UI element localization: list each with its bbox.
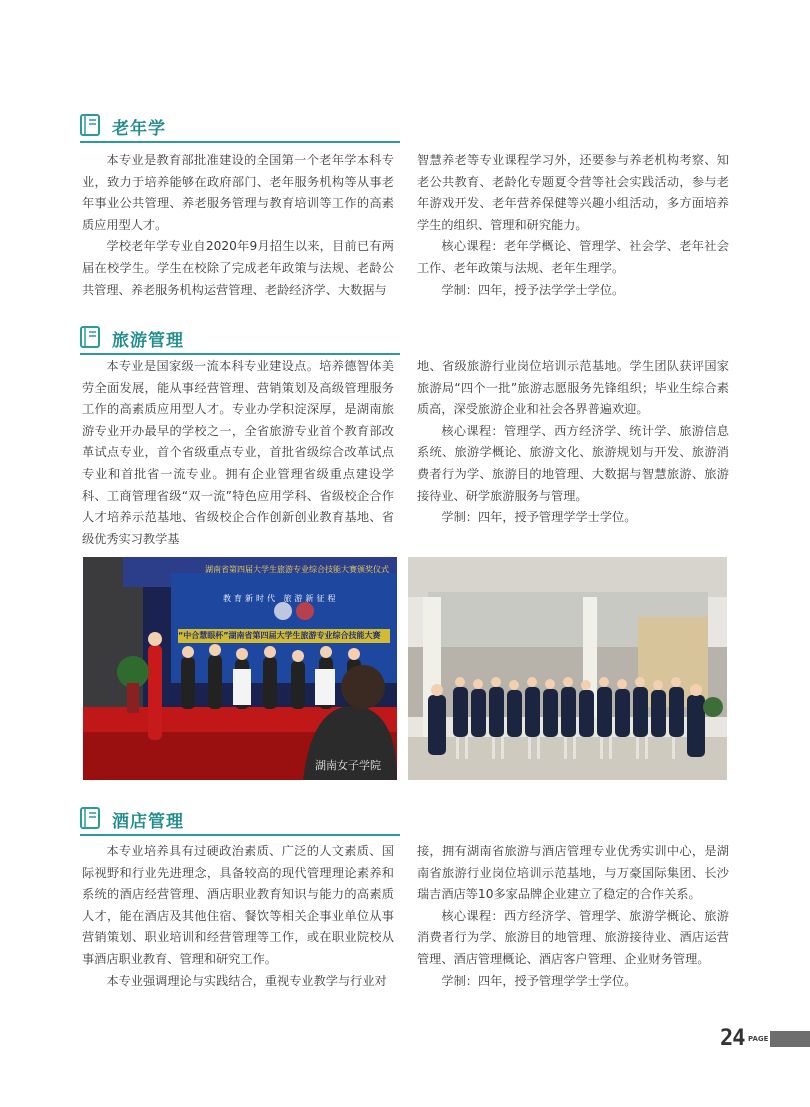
page-bar	[770, 1031, 810, 1047]
banner-slogan: 教育新时代 旅游新征程	[223, 594, 339, 603]
paragraph: 智慧养老等专业课程学习外，还要参与养老机构考察、知老公共教育、老龄化专题夏令营等社会实践活动，参与老年游戏开发、老年营养保健等兴趣小组活动，多方面培养学生的组织、管理和研究能力。	[417, 153, 729, 232]
book-icon	[80, 325, 102, 349]
paragraph: 核心课程：管理学、西方经济学、统计学、旅游信息系统、旅游学概论、旅游文化、旅游规划与开发、旅游消费者行为学、旅游目的地管理、大数据与智慧旅游、旅游接待业、研学旅游服务与管理。	[417, 423, 729, 503]
section-title: 老年学	[112, 119, 166, 139]
photo-award-ceremony	[83, 557, 397, 780]
book-icon	[80, 806, 102, 830]
award-ceremony-illustration	[83, 557, 397, 780]
divider	[80, 834, 400, 836]
paragraph: 学校老年学专业自2020年9月招生以来，目前已有两届在校学生。学生在校除了完成老年政策与法规、老龄公共管理、养老服务机构运营管理、老龄经济学、大数据与	[82, 239, 394, 297]
watermark: 湖南女子学院	[315, 759, 381, 772]
column-left-elderly	[82, 150, 394, 301]
paragraph: 地、省级旅游行业岗位培训示范基地。学生团队获评国家旅游局“四个一批”旅游志愿服务先锋组织；毕业生综合素质高，深受旅游企业和社会各界普遍欢迎。	[417, 359, 729, 417]
paragraph: 接，拥有湖南省旅游与酒店管理专业优秀实训中心，是湖南省旅游行业岗位培训示范基地，与万豪国际集团、长沙瑞吉酒店等10多家品牌企业建立了稳定的合作关系。	[417, 844, 729, 902]
book-icon	[80, 113, 102, 137]
banner-main: “中合慧眼杯”湖南省第四届大学生旅游专业综合技能大赛	[178, 631, 381, 640]
paragraph: 学制：四年，授予管理学学士学位。	[441, 973, 637, 988]
page-number: 24	[720, 1026, 745, 1051]
paragraph: 本专业强调理论与实践结合，重视专业教学与行业对	[106, 973, 387, 988]
column-left-tourism	[82, 356, 394, 550]
section-header-elderly	[80, 113, 400, 143]
photo-group-students	[408, 557, 727, 780]
paragraph: 本专业培养具有过硬政治素质、广泛的人文素质、国际视野和行业先进理念，具备较高的现代管理理论素养和系统的酒店经营管理、酒店职业教育知识与能力的高素质人才，能在酒店及其他住宿、餐饮等相关企事业单位从事营销策划、职业培训和经营管理等工作，或在职业院校从事酒店职业教育、管理和研究工作。	[82, 844, 394, 966]
paragraph: 本专业是国家级一流本科专业建设点。培养德智体美劳全面发展，能从事经营管理、营销策划及高级管理服务工作的高素质应用型人才。专业办学积淀深厚，是湖南旅游专业开办最早的学校之一，全省旅游专业首个教育部改革试点专业，首个省级重点专业，首批省级综合改革试点专业和首批省一流专业。拥有企业管理省级重点建设学科、工商管理省级“双一流”特色应用学科、省级校企合作人才培养示范基地、省级校企合作创新创业教育基地、省级优秀实习教学基	[82, 359, 394, 546]
divider	[80, 353, 400, 355]
group-photo-illustration	[408, 557, 727, 780]
section-title: 旅游管理	[112, 331, 184, 351]
section-header-hotel	[80, 806, 400, 836]
paragraph: 核心课程：西方经济学、管理学、旅游学概论、旅游消费者行为学、旅游目的地管理、旅游接待业、酒店运营管理、酒店管理概论、酒店客户管理、企业财务管理。	[417, 908, 729, 966]
column-right-hotel	[417, 841, 729, 992]
paragraph: 学制：四年，授予法学学士学位。	[441, 282, 625, 297]
paragraph: 本专业是教育部批准建设的全国第一个老年学本科专业，致力于培养能够在政府部门、老年服务机构等从事老年事业公共管理、养老服务管理与教育培训等工作的高素质应用型人才。	[82, 153, 394, 232]
column-right-tourism	[417, 356, 729, 529]
column-right-elderly	[417, 150, 729, 301]
divider	[80, 141, 400, 143]
section-title: 酒店管理	[112, 812, 184, 832]
paragraph: 核心课程：老年学概论、管理学、社会学、老年社会工作、老年政策与法规、老年生理学。	[417, 239, 729, 275]
banner-title: 湖南省第四届大学生旅游专业综合技能大赛颁奖仪式	[205, 565, 389, 574]
paragraph: 学制：四年，授予管理学学士学位。	[441, 510, 637, 525]
page-label: PAGE	[748, 1035, 769, 1043]
column-left-hotel	[82, 841, 394, 992]
section-header-tourism	[80, 325, 400, 355]
